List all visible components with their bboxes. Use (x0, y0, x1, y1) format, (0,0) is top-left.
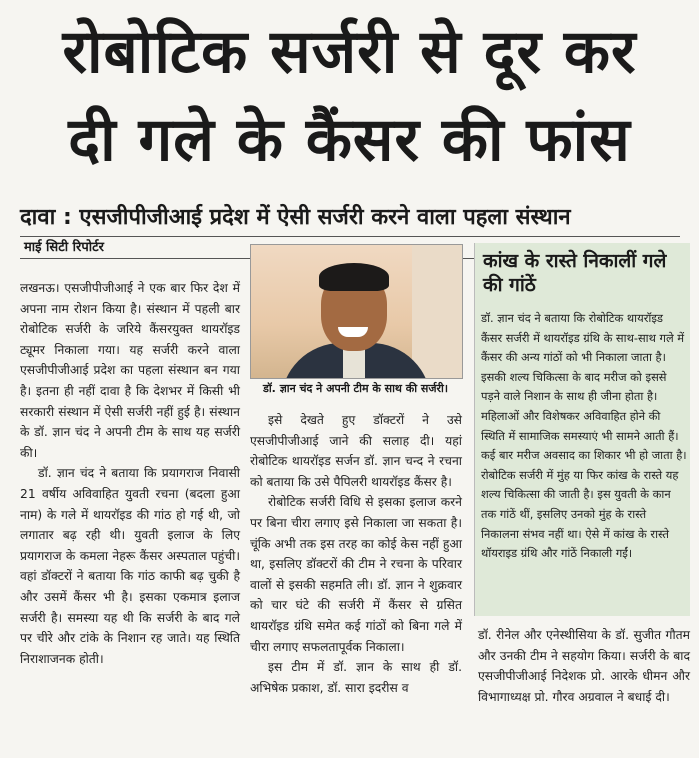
headline-line-1: रोबोटिक सर्जरी से दूर कर (62, 17, 637, 87)
headline (0, 0, 699, 196)
paragraph: इस टीम में डॉ. ज्ञान के साथ ही डॉ. अभिषेक प्रकाश, डॉ. सारा इदरीस व (250, 660, 462, 695)
subheadline: दावा : एसजीपीजीआई प्रदेश में ऐसी सर्जरी करने वाला पहला संस्थान (20, 205, 571, 230)
sidebar-box (474, 243, 690, 616)
paragraph: डॉ. रीनेल और एनेस्थीसिया के डॉ. सुजीत गौतम और उनकी टीम ने सहयोग किया। सर्जरी के बाद एसजीपीजीआई निदेशक प्रो. आरके धीमन और विभागाध्यक्ष प्रो. गौरव अग्रवाल ने बधाई दी। (478, 628, 690, 704)
article-column-3 (478, 625, 690, 707)
paragraph: डॉ. ज्ञान चंद ने बताया कि प्रयागराज निवासी 21 वर्षीय अविवाहित युवती रचना (बदला हुआ नाम) के गले में थायरॉइड की गांठ हो गई थी, जो लगातार बढ़ रही थी। युवती इलाज के लिए प्रयागराज के कमला नेहरू कैंसर अस्पताल पहुंची। वहां डॉक्टरों ने बताया कि गांठ काफी बढ़ चुकी है और उसमें कैंसर भी है। इसका एकमात्र इलाज सर्जरी है। समस्या यह थी कि सर्जरी के बाद गले पर चीरे और टांके के निशान रह जाते। यह स्थिति निराशाजनक होती। (20, 466, 240, 666)
paragraph: डॉ. ज्ञान चंद ने बताया कि रोबोटिक थायरॉइड कैंसर सर्जरी में थायरॉइड ग्रंथि के साथ-साथ गले में कैंसर की अन्य गांठों को भी निकाला जाता है। इसकी शल्य चिकित्सा के बाद मरीज को इससे पड़ने वाले निशान के साथ ही जीना होता है। महिलाओं और विशेषकर अविवाहित होने की स्थिति में सामाजिक समस्याएं भी सामने आती हैं। कई बार मरीज अवसाद का शिकार भी हो जाता है। रोबोटिक सर्जरी में मुंह या फिर कांख के रास्ते यह शल्य चिकित्सा की जाती है। इस युवती के कान तक गांठें थीं, इसलिए उनको मुंह के रास्ते निकालना संभव नहीं था। ऐसे में कांख के रास्ते थॉयराइड ग्रंथि और गांठें निकाली गईं। (481, 311, 687, 561)
sidebar-body (481, 309, 687, 564)
article-column-1 (20, 278, 240, 669)
paragraph: इसे देखते हुए डॉक्टरों ने उसे एसजीपीजीआई जाने की सलाह दी। यहां रोबोटिक थायरॉइड सर्जन डॉ. ज्ञान चन्द ने रचना को बताया कि उसे पैपिलरी थायरॉइड कैंसर है। (250, 413, 462, 489)
paragraph: रोबोटिक सर्जरी विधि से इसका इलाज करने पर बिना चीरा लगाए इसे निकाला जा सकता है। चूंकि अभी तक इस तरह का कोई केस नहीं हुआ था, इसलिए डॉक्टरों की टीम ने रचना के परिवार वालों से इसकी सहमति ली। डॉ. ज्ञान ने शुक्रवार को चार घंटे की सर्जरी में कैंसर से ग्रसित थायरॉइड ग्रंथि समेत कई गांठों को बिना गले में चीरा लगाए सफलतापूर्वक निकाला। (250, 495, 462, 654)
paragraph: लखनऊ। एसजीपीजीआई ने एक बार फिर देश में अपना नाम रोशन किया है। संस्थान में पहली बार रोबोटिक सर्जरी के जरिये कैंसरयुक्त थायरॉइड ट्यूमर निकाला गया। यह सर्जरी करने वाला एसजीपीजीआई प्रदेश का पहला संस्थान बन गया है। इतना ही नहीं दावा है कि देशभर में किसी भी सरकारी संस्थान में ऐसी सर्जरी नहीं हुई है। संस्थान के डॉ. ज्ञान चंद ने अपनी टीम के साथ यह सर्जरी की। (20, 281, 240, 460)
divider (20, 236, 680, 237)
headline-line-2: दी गले के कैंसर की फांस (68, 105, 631, 175)
sidebar-title: कांख के रास्ते निकालीं गले की गांठें (483, 250, 667, 296)
photo-caption: डॉ. ज्ञान चंद ने अपनी टीम के साथ की सर्जरी। (262, 382, 449, 395)
author-photo (250, 244, 463, 379)
byline: माई सिटी रिपोर्टर (24, 240, 104, 255)
article-column-2 (250, 410, 462, 698)
